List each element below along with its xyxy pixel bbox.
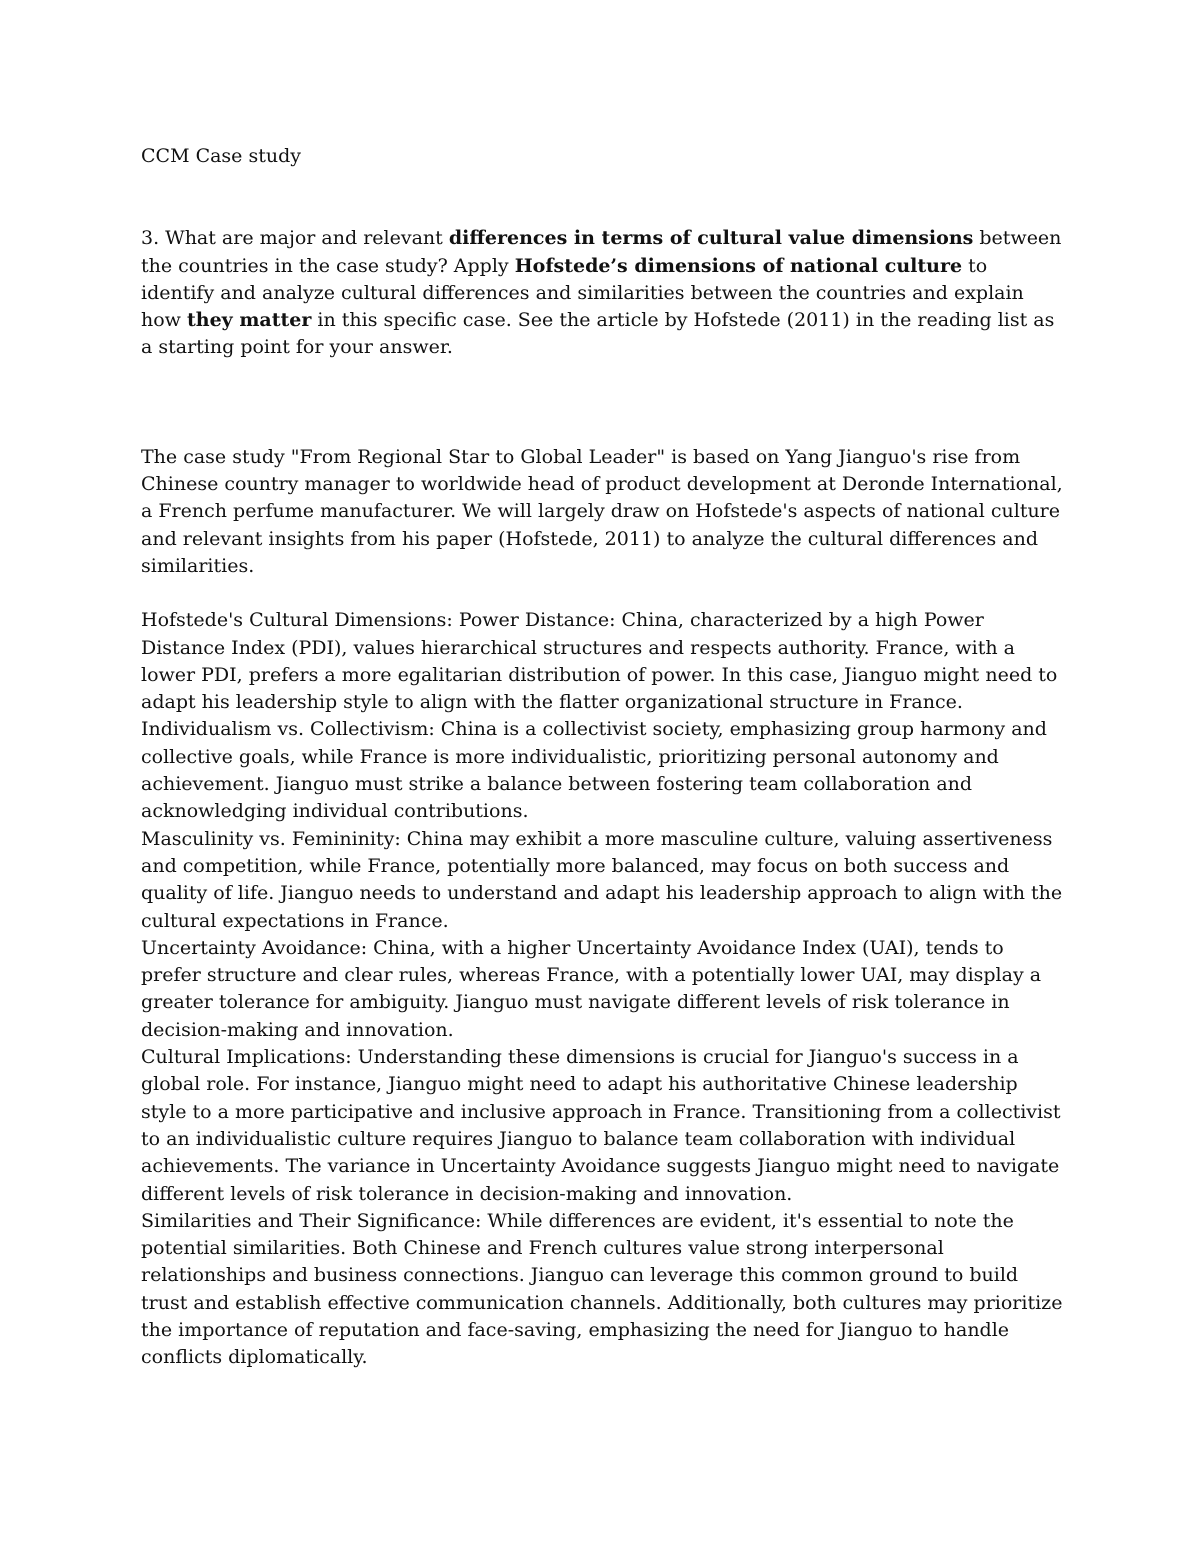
- section-uncertainty-avoidance: Uncertainty Avoidance: China, with a higher Uncertainty Avoidance Index (UAI), tends to prefer structure and clear rules, whereas France, with a potentially lower UAI, may display a greater tolerance for ambiguity. Jianguo must navigate different levels of risk tolerance in decision-making and innovation.: [141, 936, 1042, 1041]
- section-masculinity: Masculinity vs. Femininity: China may exhibit a more masculine culture, valuing assertiveness and competition, while France, potentially more balanced, may focus on both success and quality of life. Jianguo needs to understand and adapt his leadership approach to align with the cultural expectations in France.: [141, 827, 1063, 932]
- question-text: to identify and analyze cultural differences and similarities between the countries and explain how: [141, 254, 1024, 332]
- section-cultural-implications: Cultural Implications: Understanding these dimensions is crucial for Jianguo's success in a global role. For instance, Jianguo might need to adapt his authoritative Chinese leadership style to a more participative and inclusive approach in France. Transitioning from a collectivist to an individualistic culture requires Jianguo to balance team collaboration with individual achievements. The variance in Uncertainty Avoidance suggests Jianguo might need to navigate different levels of risk tolerance in decision-making and innovation.: [141, 1046, 1061, 1205]
- section-power-distance: Hofstede's Cultural Dimensions: Power Distance: China, characterized by a high Power Distance Index (PDI), values hierarchical structures and respects authority. France, with a lower PDI, prefers a more egalitarian distribution of power. In this case, Jianguo might need to adapt his leadership style to align with the flatter organizational structure in France.: [141, 609, 1058, 714]
- section-similarities: Similarities and Their Significance: While differences are evident, it's essential to note the potential similarities. Both Chinese and French cultures value strong interpersonal relationships and business connections. Jianguo can leverage this common ground to build trust and establish effective communication channels. Additionally, both cultures may prioritize the importance of reputation and face-saving, emphasizing the need for Jianguo to handle conflicts diplomatically.: [141, 1209, 1063, 1369]
- question-emphasis: Hofstede’s dimensions of national culture: [514, 254, 963, 277]
- question-emphasis: differences in terms of cultural value dimensions: [448, 227, 974, 250]
- document-title: CCM Case study: [141, 145, 301, 167]
- question-paragraph: [141, 225, 1066, 361]
- question-text: 3. What are major and relevant: [141, 227, 449, 250]
- document-body: [141, 143, 1066, 1372]
- question-emphasis: they matter: [186, 309, 312, 332]
- section-individualism: Individualism vs. Collectivism: China is a collectivist society, emphasizing group harmony and collective goals, while France is more individualistic, prioritizing personal autonomy and achievement. Jianguo must strike a balance between fostering team collaboration and acknowledging individual contributions.: [141, 718, 1047, 823]
- question-text: between the countries in the case study? Apply: [141, 227, 1062, 277]
- question-text: in this specific case. See the article by Hofstede (2011) in the reading list as a starting point for your answer.: [141, 309, 1055, 359]
- intro-paragraph: The case study "From Regional Star to Global Leader" is based on Yang Jianguo's rise from Chinese country manager to worldwide head of product development at Deronde International, a French perfume manufacturer. We will largely draw on Hofstede's aspects of national culture and relevant insights from his paper (Hofstede, 2011) to analyze the cultural differences and similarities.: [141, 445, 1063, 577]
